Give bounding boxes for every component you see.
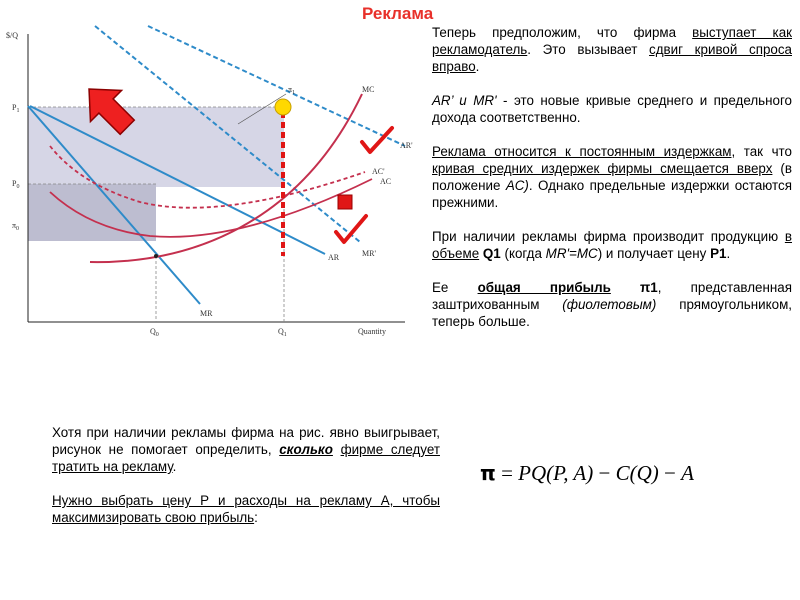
label-q0: $Q_0$ xyxy=(150,327,159,338)
label-ar-prime: AR' xyxy=(400,141,413,150)
label-ar: AR xyxy=(328,253,340,262)
paragraph-shift: Теперь предположим, что фирма выступает как рекламодатель. Это вызывает сдвиг кривой спроса вправо. xyxy=(432,25,792,74)
profit-formula: π = PQ(P, A) − C(Q) − A xyxy=(480,461,694,485)
optimum-point xyxy=(275,99,291,115)
label-q1: $Q_1$ xyxy=(278,327,287,338)
check-icon-mc xyxy=(362,128,392,152)
label-ac: AC xyxy=(380,177,392,186)
paragraph-profit: Ее общая прибыль π1, представленная заштрихованным (фиолетовым) прямоугольником, теперь больше. xyxy=(432,280,792,329)
label-mc: MC xyxy=(362,85,375,94)
paragraph-fixed-costs: Реклама относится к постоянным издержкам, так что кривая средних издержек фирмы смещается вверх (в положение AC). Однако предельные издержки остаются прежними. xyxy=(432,144,793,210)
paragraph-goal: Нужно выбрать цену Р и расходы на рекламу А, чтобы максимизировать свою прибыль: xyxy=(52,493,440,525)
red-square-marker xyxy=(338,195,352,209)
y-axis-label: $/Q xyxy=(6,31,18,40)
paragraph-production: При наличии рекламы фирма производит продукцию в объеме Q1 (когда MR'=MC) и получает цену P1. xyxy=(432,229,792,261)
slide-title: Реклама xyxy=(362,4,434,23)
label-p0: $P_0$ xyxy=(12,179,20,190)
label-mr: MR xyxy=(200,309,213,318)
x-axis-label: Quantity xyxy=(358,327,386,336)
intersection-dot xyxy=(154,254,158,258)
explanation-text xyxy=(432,24,792,347)
economics-chart xyxy=(0,24,425,344)
label-p1: $P_1$ xyxy=(12,103,20,114)
label-pi1: $\pi_1$ xyxy=(288,85,296,96)
label-pi0: $\pi_0$ xyxy=(12,221,20,232)
paragraph-curves: AR’ и MR' - это новые кривые среднего и предельного дохода соответственно. xyxy=(432,93,792,125)
label-ac-prime: AC' xyxy=(372,167,385,176)
conclusion-text xyxy=(52,424,440,543)
paragraph-question: Хотя при наличии рекламы фирма на рис. явно выигрывает, рисунок не помогает определить, сколько фирме следует тратить на рекламу. xyxy=(52,425,440,474)
check-icon-mr xyxy=(336,216,366,242)
label-mr-prime: MR' xyxy=(362,249,376,258)
